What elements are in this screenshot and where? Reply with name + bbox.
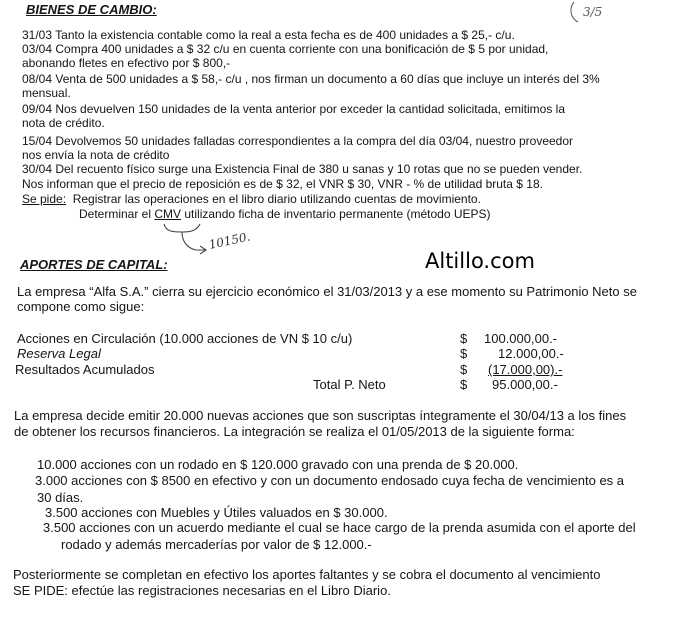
bienes-line-2: 03/04 Compra 400 unidades a $ 32 c/u en cuenta corriente con una bonificación de $ 5 por unidad, — [22, 42, 549, 56]
pn-row-label-reserva: Reserva Legal — [17, 346, 101, 361]
aportes-item-3: 3.500 acciones con Muebles y Útiles valuados en $ 30.000. — [45, 505, 388, 520]
handwritten-corner-mark — [566, 0, 616, 26]
amount-value: (17.000,00).- — [488, 362, 563, 377]
currency-symbol: $ — [460, 377, 468, 392]
se-pide-text-2b: utilizando ficha de inventario permanente (método UEPS) — [181, 207, 491, 221]
bienes-line-10: 30/04 Del recuento físico surge una Existencia Final de 380 u sanas y 10 rotas que no se pueden vender. — [22, 162, 583, 176]
aportes-para-1: La empresa decide emitir 20.000 nuevas acciones que son suscriptas íntegramente el 30/04/13 a los fines — [14, 408, 627, 423]
se-pide-line-2 — [79, 208, 491, 222]
aportes-final-1: Posteriormente se completan en efectivo los aportes faltantes y se cobra el documento al vencimiento — [13, 567, 601, 582]
bienes-line-7: nota de crédito. — [22, 116, 105, 130]
corner-mark-text: 3/5 — [583, 5, 603, 19]
aportes-item-2: 3.000 acciones con $ 8500 en efectivo y con un documento endosado cuya fecha de vencimiento es a — [35, 473, 625, 488]
section-heading-aportes: APORTES DE CAPITAL: — [20, 257, 168, 272]
bienes-line-6: 09/04 Nos devuelven 150 unidades de la venta anterior por exceder la cantidad solicitada, emitimos la — [22, 102, 565, 116]
currency-symbol: $ — [460, 362, 468, 377]
pn-row-amount-acciones — [460, 331, 570, 346]
bienes-line-1: 31/03 Tanto la existencia contable como la real a esta fecha es de 400 unidades a $ 25,- c/u. — [22, 28, 515, 42]
pn-total-amount — [460, 377, 570, 392]
pn-total-label: Total P. Neto — [313, 377, 386, 392]
watermark-logo: Altillo.com — [425, 249, 535, 273]
amount-value: 95.000,00.- — [492, 377, 558, 392]
bienes-line-3: abonando fletes en efectivo por $ 800,- — [22, 56, 231, 70]
currency-symbol: $ — [460, 346, 468, 361]
se-pide-text-1: Registrar las operaciones en el libro diario utilizando cuentas de movimiento. — [72, 192, 481, 206]
aportes-item-2-cont: 30 días. — [37, 490, 84, 505]
amount-value: 100.000,00.- — [484, 331, 558, 346]
se-pide-text-2a: Determinar el — [79, 207, 155, 221]
pn-row-amount-reserva — [460, 346, 570, 361]
section-heading-bienes: BIENES DE CAMBIO: — [26, 2, 157, 17]
bienes-line-4: 08/04 Venta de 500 unidades a $ 58,- c/u , nos firman un documento a 60 días que incluye un interés del 3% — [22, 72, 600, 86]
bienes-line-9: nos envía la nota de crédito — [22, 148, 170, 162]
bienes-line-11: Nos informan que el precio de reposición es de $ 32, el VNR $ 30, VNR - % de utilidad bruta $ 18. — [22, 177, 543, 191]
se-pide-line-1 — [22, 193, 481, 207]
pn-row-label-acciones: Acciones en Circulación (10.000 acciones de VN $ 10 c/u) — [17, 331, 353, 346]
handwritten-brace — [160, 222, 208, 258]
cmv-term: CMV — [154, 207, 182, 221]
bienes-line-5: mensual. — [22, 86, 71, 100]
aportes-item-4: 3.500 acciones con un acuerdo mediante el cual se hace cargo de la prenda asumida con el aporte del — [43, 520, 636, 535]
aportes-item-4-cont: rodado y además mercaderías por valor de $ 12.000.- — [61, 537, 372, 552]
aportes-item-1: 10.000 acciones con un rodado en $ 120.000 gravado con una prenda de $ 20.000. — [37, 457, 519, 472]
aportes-para-2: de obtener los recursos financieros. La integración se realiza el 01/05/2013 de la siguiente forma: — [14, 424, 575, 439]
aportes-final-2: SE PIDE: efectúe las registraciones necesarias en el Libro Diario. — [13, 583, 391, 598]
aportes-intro-2: compone como sigue: — [17, 299, 145, 314]
currency-symbol: $ — [460, 331, 468, 346]
bienes-line-8: 15/04 Devolvemos 50 unidades falladas correspondientes a la compra del día 03/04, nuestro proveedor — [22, 134, 574, 148]
amount-value: 12.000,00.- — [498, 346, 564, 361]
pn-row-label-resultados: Resultados Acumulados — [15, 362, 155, 377]
aportes-intro-1: La empresa “Alfa S.A.” cierra su ejercicio económico el 31/03/2013 y a ese momento su Patrimonio Neto se — [17, 284, 637, 299]
handwritten-annotation: 10150. — [207, 229, 252, 252]
se-pide-label: Se pide: — [22, 192, 67, 206]
pn-row-amount-resultados — [460, 362, 570, 377]
